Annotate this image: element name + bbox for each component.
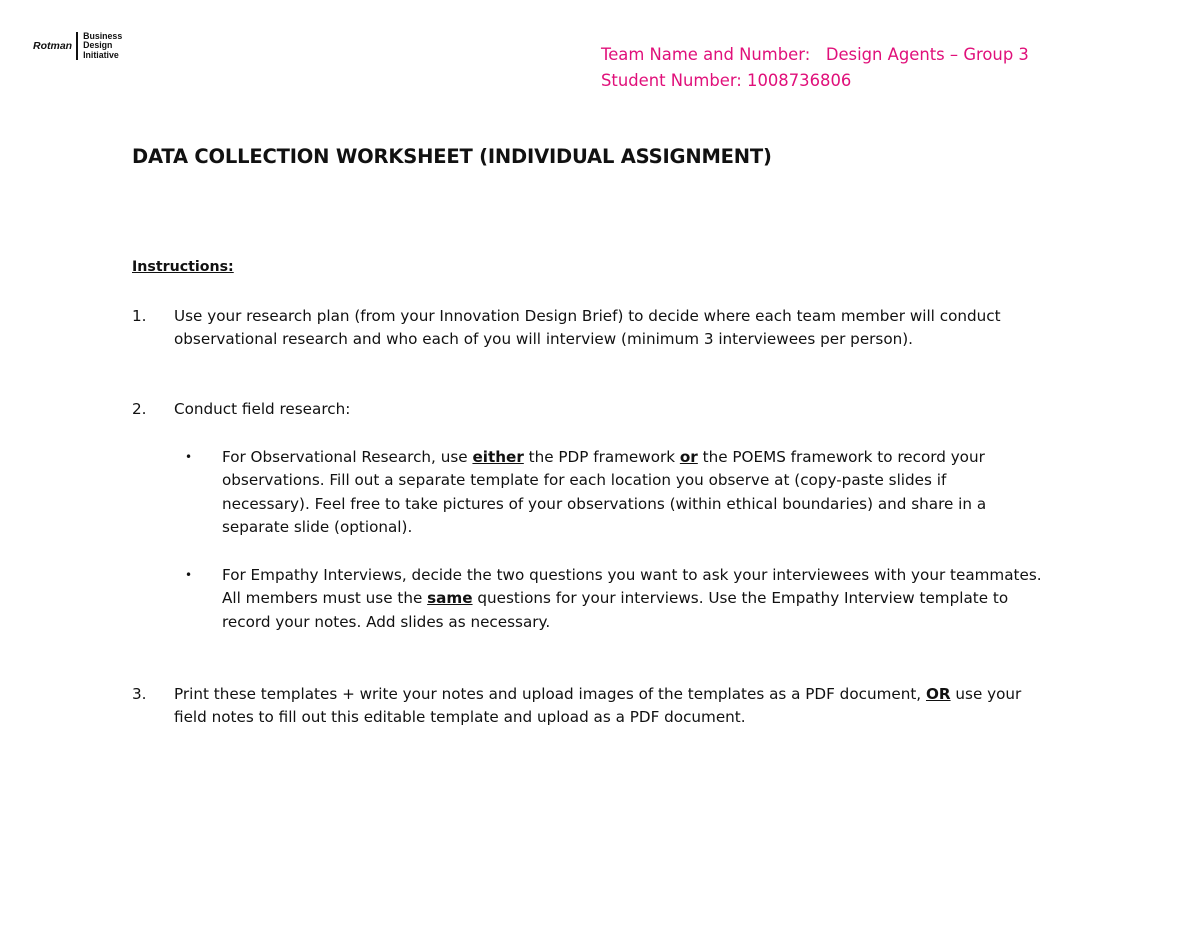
student-number-line: Student Number: 1008736806 — [601, 71, 852, 90]
logo-line-business: Business — [83, 30, 123, 41]
bullet-icon: • — [185, 450, 193, 464]
emphasis-same: same — [427, 589, 473, 608]
logo-bdi-wordmark — [83, 32, 122, 60]
item-number: 1. — [132, 307, 147, 325]
team-info-header — [601, 42, 1029, 94]
rotman-bdi-logo — [33, 31, 122, 61]
item-number: 2. — [132, 400, 147, 418]
bullet-icon: • — [185, 568, 193, 582]
logo-line-initiative: Initiative — [83, 49, 119, 60]
page-title: DATA COLLECTION WORKSHEET (INDIVIDUAL ASSIGNMENT) — [132, 145, 772, 168]
logo-divider — [76, 32, 78, 60]
item-text: Conduct field research: — [174, 400, 351, 418]
instruction-item-1 — [132, 305, 1062, 353]
item-text: Print these templates + write your notes and upload images of the templates as a PDF document, OR use your field notes to fill out this editable template and upload as a PDF document. — [174, 685, 1022, 727]
instruction-item-3 — [132, 683, 1062, 731]
bullet-observational-research — [185, 446, 1055, 542]
instructions-heading: Instructions: — [132, 259, 234, 275]
bullet-text: For Empathy Interviews, decide the two questions you want to ask your interviewees with your teammates. All members must use the same questions for your interviews. Use the Empathy Interview template to record your notes. Add slides as necessary. — [222, 566, 1042, 631]
instruction-item-2 — [132, 398, 1062, 422]
bullet-text: For Observational Research, use either the PDP framework or the POEMS framework to record your observations. Fill out a separate template for each location you observe at (copy-paste slides if necessary). Feel free to take pictures of your observations (within ethical boundaries) and share in a separate slide (optional). — [222, 448, 987, 537]
logo-line-design: Design — [83, 40, 113, 51]
team-name-line: Team Name and Number: Design Agents – Group 3 — [601, 45, 1029, 64]
emphasis-either: either — [472, 448, 524, 466]
item-number: 3. — [132, 685, 147, 703]
logo-rotman-wordmark: Rotman — [33, 40, 73, 52]
emphasis-or-caps: OR — [925, 685, 951, 703]
emphasis-or: or — [679, 448, 698, 466]
item-text: Use your research plan (from your Innovation Design Brief) to decide where each team member will conduct observational research and who each of you will interview (minimum 3 interviewees per person). — [174, 307, 1001, 349]
bullet-empathy-interviews — [185, 564, 1055, 636]
